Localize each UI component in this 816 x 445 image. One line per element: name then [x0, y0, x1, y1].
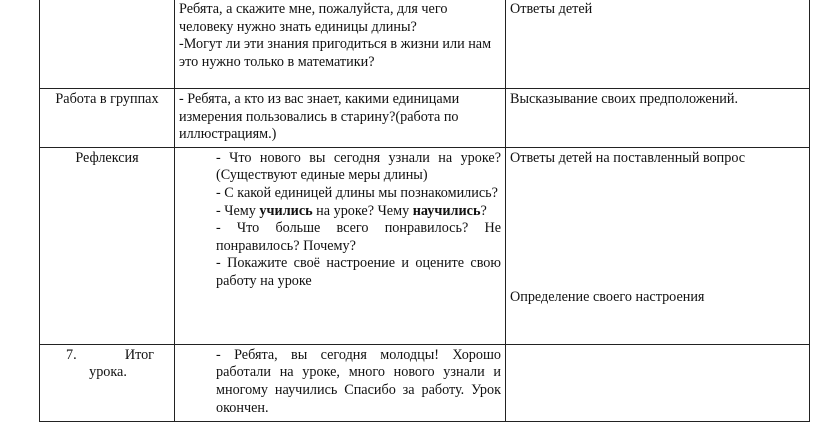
- student-activity-cell: [506, 89, 810, 148]
- table-row: [40, 147, 810, 344]
- reflection-question: - С какой единицей длины мы познакомились?: [216, 184, 498, 201]
- teacher-text: - Ребята, а кто из вас знает, какими единицами измерения пользовались в старину?(работа по иллюстрациям.): [179, 91, 460, 143]
- student-text: Высказывание своих предположений.: [510, 91, 739, 107]
- student-text: Ответы детей: [510, 1, 593, 17]
- lesson-plan-table: [39, 0, 810, 422]
- reflection-question: - Что нового вы сегодня узнали на уроке? (Существуют единые меры длины): [216, 149, 501, 184]
- teacher-activity-cell: [175, 147, 506, 344]
- teacher-activity-cell: [175, 89, 506, 148]
- teacher-activity-cell: [175, 344, 506, 421]
- table-row: [40, 344, 810, 421]
- student-text: Определение своего настроения: [510, 289, 705, 306]
- reflection-question: - Покажите своё настроение и оцените свою работу на уроке: [216, 255, 501, 289]
- bold-word: научились: [412, 202, 481, 219]
- stage-cell: [40, 344, 175, 421]
- table-row: [40, 89, 810, 148]
- teacher-text: -Могут ли эти знания пригодиться в жизни или нам это нужно только в математики?: [179, 36, 492, 70]
- student-activity-cell: [506, 0, 810, 89]
- teacher-text: - Ребята, вы сегодня молодцы! Хорошо работали на уроке, много нового узнали и многому научились Спасибо за работу. Урок окончен.: [216, 346, 501, 416]
- stage-label: урока.: [89, 364, 127, 381]
- reflection-question: - Чему учились на уроке? Чему научились?: [216, 202, 487, 219]
- stage-number: 7.: [66, 346, 77, 363]
- bold-word: учились: [259, 202, 313, 219]
- stage-cell: [40, 0, 175, 89]
- reflection-question: - Что больше всего понравилось? Не понравилось? Почему?: [216, 220, 501, 254]
- teacher-text: Ребята, а скажите мне, пожалуйста, для чего человеку нужно знать единицы длины?: [179, 1, 448, 35]
- student-activity-cell: [506, 344, 810, 421]
- stage-cell: Рефлексия: [40, 147, 175, 344]
- stage-label: Итог: [124, 346, 154, 363]
- table-row: [40, 0, 810, 89]
- teacher-activity-cell: [175, 0, 506, 89]
- student-text: Ответы детей на поставленный вопрос: [510, 149, 746, 166]
- student-activity-cell: [506, 147, 810, 344]
- stage-cell: Работа в группах: [40, 89, 175, 148]
